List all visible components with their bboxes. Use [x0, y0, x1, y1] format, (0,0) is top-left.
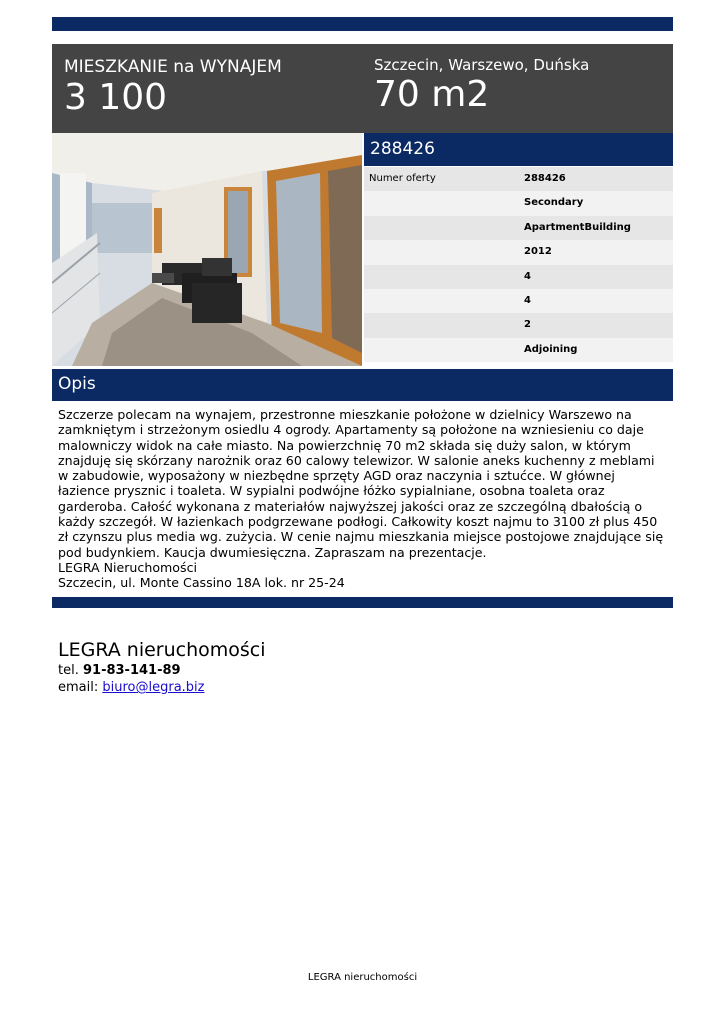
table-row: [364, 338, 673, 362]
email-label: email:: [58, 680, 99, 695]
listing-location: Szczecin, Warszewo, Duńska: [374, 56, 590, 74]
apartment-photo: [52, 133, 362, 366]
listing-price: 3 100: [64, 77, 168, 118]
detail-value: 2012: [524, 246, 552, 258]
listing-area: 70 m2: [374, 74, 490, 115]
page-footer: LEGRA nieruchomości: [307, 972, 418, 983]
table-row: [364, 289, 673, 313]
table-row: [364, 240, 673, 264]
phone-label: tel.: [58, 663, 79, 678]
detail-key: Numer oferty: [369, 173, 436, 184]
description-header: [52, 369, 673, 401]
bottom-accent-bar: [52, 597, 673, 608]
description-agency-line: LEGRA Nieruchomości: [58, 559, 197, 575]
detail-value: 4: [524, 270, 531, 282]
table-row: [364, 167, 673, 191]
detail-value: Adjoining: [524, 343, 578, 355]
listing-header: [52, 44, 673, 133]
detail-value: 288426: [524, 173, 566, 184]
table-row: [364, 265, 673, 289]
offer-id-bar: [364, 133, 673, 166]
description-address-line: Szczecin, ul. Monte Cassino 18A lok. nr 25-24: [58, 575, 345, 591]
email-link[interactable]: biuro@legra.biz: [102, 680, 205, 695]
offer-details-table: [364, 167, 673, 362]
description-text: Szczerze polecam na wynajem, przestronne mieszkanie położone w dzielnicy Warszewo na zamkniętym i strzeżonym osiedlu 4 ogrody. Apartamenty są położone na wzniesieniu co daje malowniczy widok na całe miasto. Na powierzchnię 70 m2 składa się duży salon, w którym znajduję się skórzany narożnik oraz 60 calowy telewizor. W salonie aneks kuchenny z meblami w zabudowie, wyposażony w niezbędne sprzęty AGD oraz naczynia i sztućce. W głównej łazience prysznic i toaleta. W sypialni podwójne łóżko sypialniane, osobna toaleta oraz garderoba. Całość wykonana z materiałów najwyższej jakości oraz ze szczególną dbałością o każdy szczegół. W łazienkach podgrzewane podłogi. Całkowity koszt najmu to 3100 zł plus 450 zł czynszu plus media wg. zużycia. W cenie najmu mieszkania miejsce postojowe znajdujące się pod budynkiem. Kaucja dwumiesięczna. Zapraszam na prezentacje.: [58, 407, 664, 560]
detail-value: ApartmentBuilding: [524, 221, 631, 233]
listing-type: MIESZKANIE na WYNAJEM: [64, 57, 282, 77]
offer-id: 288426: [370, 139, 435, 159]
phone-number: 91-83-141-89: [82, 663, 181, 678]
detail-value: Secondary: [524, 197, 584, 209]
description-title: Opis: [58, 374, 96, 394]
table-row: [364, 216, 673, 240]
table-row: [364, 191, 673, 215]
top-accent-bar: [52, 17, 673, 31]
detail-value: 2: [524, 319, 531, 331]
detail-value: 4: [524, 294, 531, 306]
agency-name: LEGRA nieruchomości: [58, 639, 266, 661]
description-body: [58, 407, 668, 591]
table-row: [364, 313, 673, 337]
agency-contact: [58, 638, 266, 696]
agency-email: [58, 679, 266, 696]
agency-phone: [58, 662, 266, 679]
